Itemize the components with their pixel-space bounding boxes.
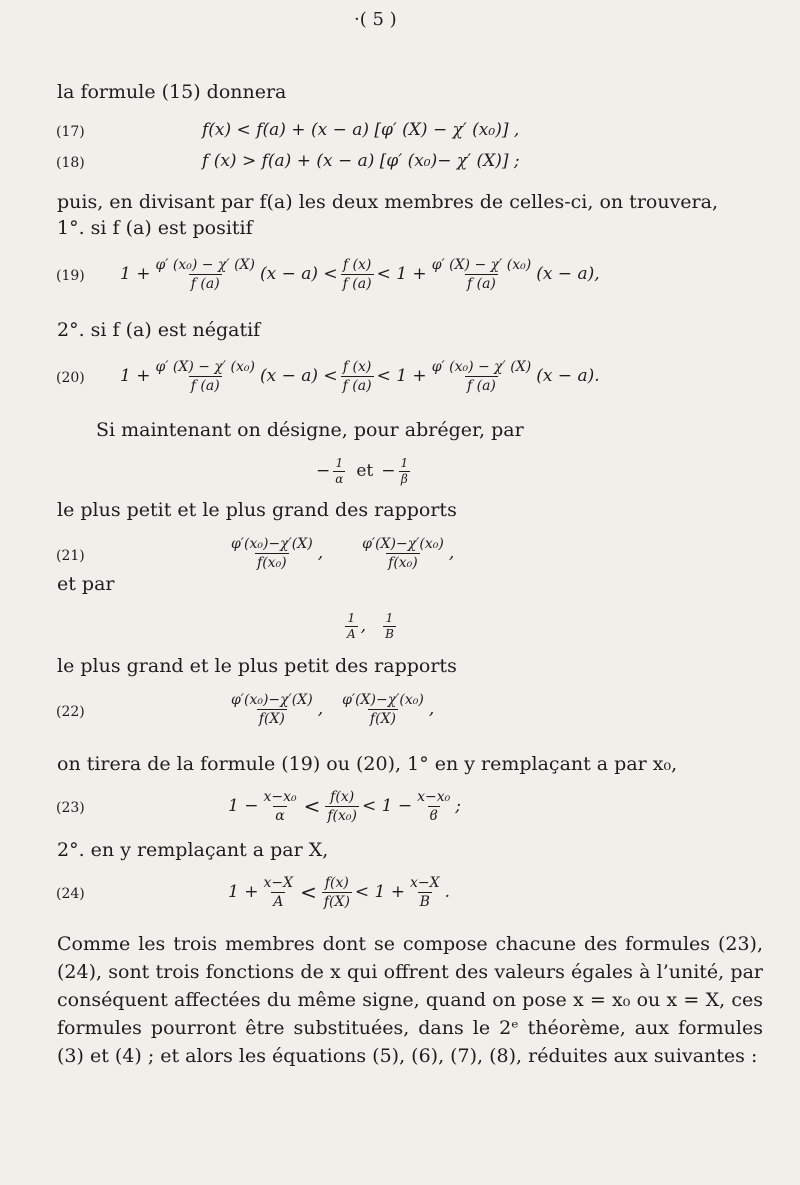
- eq19-fraction-3: $\frac{\text{φ′ (X) − χ′ (x₀)}}{f (a)}$: [431, 256, 532, 292]
- eq19-fraction-1: $\frac{\text{φ′ (x₀) − χ′ (X)}}{f (a)}$: [155, 256, 255, 292]
- less-than: <: [303, 794, 321, 818]
- eq20-mid-2: < 1 +: [376, 366, 427, 386]
- eq24-fraction-2: $\frac{f(x)}{f(X)}$: [323, 874, 350, 910]
- paragraph-conclusion: Comme les trois membres dont se compose chacune des formules (23), (24), sont trois fonctions de x qui offrent des valeurs égales à l’unité, par conséquent affectées du même signe, quand on pose x = x₀ ou x = X, ces formules pourront être substituées, dans le 2ᵉ théorème, aux formules (3) et (4) ; et alors les équations (5), (6), (7), (8), réduites aux suivantes :: [57, 933, 763, 1067]
- minus-sign: −: [381, 461, 396, 481]
- equation-18: f (x) > f(a) + (x − a) [φ′ (x₀)− χ′ (X)] ;: [202, 151, 520, 171]
- paragraph-divide: puis, en divisant par f(a) les deux membres de celles-ci, on trouvera,: [57, 191, 719, 213]
- equation-23: [228, 782, 461, 830]
- fraction-one-over-alpha: $\frac{1}{\alpha}$: [335, 455, 344, 486]
- eq20-mid-1: (x − a) <: [259, 366, 338, 386]
- eq23-fraction-1: $\frac{\text{x−x₀}}{\alpha}$: [263, 788, 297, 824]
- minus-sign: −: [316, 461, 331, 481]
- paragraph-replace: on tirera de la formule (19) ou (20), 1° en y remplaçant a par x₀,: [57, 753, 678, 775]
- abbreviation-alpha-beta: [316, 448, 413, 494]
- fraction-one-over-A: $\frac{1}{A}$: [347, 610, 356, 641]
- page-number: ·( 5 ): [354, 9, 397, 30]
- et-par-line: et par: [57, 573, 115, 595]
- eq20-tail: (x − a).: [536, 366, 600, 386]
- equation-24: [228, 868, 450, 916]
- period: .: [444, 882, 451, 902]
- eq20-fraction-1: $\frac{\text{φ′ (X) − χ′ (x₀)}}{f (a)}$: [155, 358, 255, 394]
- paragraph-largest-smallest: le plus grand et le plus petit des rapports: [57, 655, 457, 677]
- eq23-fraction-3: $\frac{\text{x−x₀}}{ϐ}$: [417, 788, 451, 824]
- eq23-relation-2: < 1 −: [362, 796, 413, 816]
- equation-number-17: (17): [56, 124, 85, 140]
- equation-21: [226, 530, 454, 576]
- eq19-mid-1: (x − a) <: [259, 264, 338, 284]
- equation-number-24: (24): [56, 886, 85, 902]
- fraction-one-over-beta: $\frac{1}{\beta}$: [400, 455, 409, 486]
- eq19-mid-2: < 1 +: [376, 264, 427, 284]
- eq21-fraction-1: $\frac{\text{φ′(x₀)−χ′(X)}}{\text{f(x₀)}}$: [231, 535, 313, 571]
- comma: ,: [428, 699, 435, 719]
- equation-17: f(x) < f(a) + (x − a) [φ′ (X) − χ′ (x₀)] ,: [202, 120, 520, 140]
- equation-20: [120, 350, 600, 402]
- eq19-one: 1 +: [120, 264, 151, 284]
- comma: ,: [317, 543, 324, 563]
- et-word: et: [356, 461, 374, 481]
- eq20-fraction-2: $\frac{f (x)}{f (a)}$: [342, 358, 372, 394]
- fraction-one-over-B: $\frac{1}{B}$: [385, 610, 394, 641]
- eq20-fraction-3: $\frac{\text{φ′ (x₀) − χ′ (X)}}{f (a)}$: [431, 358, 532, 394]
- equation-number-21: (21): [56, 548, 85, 564]
- case-positive: 1°. si f (a) est positif: [57, 217, 253, 239]
- equation-number-23: (23): [56, 800, 85, 816]
- equation-number-18: (18): [56, 155, 85, 171]
- equation-number-20: (20): [56, 370, 85, 386]
- semicolon: ;: [455, 796, 461, 816]
- eq21-fraction-2: $\frac{\text{φ′(X)−χ′(x₀)}}{\text{f(x₀)}}$: [362, 535, 444, 571]
- equation-number-22: (22): [56, 704, 85, 720]
- abbreviation-A-B: [342, 606, 399, 646]
- paragraph-smallest-largest: le plus petit et le plus grand des rapports: [57, 499, 457, 521]
- equation-22: [226, 686, 434, 732]
- eq19-fraction-2: $\frac{f (x)}{f (a)}$: [342, 256, 372, 292]
- less-than: <: [300, 880, 317, 904]
- eq23-one: 1 −: [228, 796, 259, 816]
- comma: ,: [360, 616, 367, 636]
- paragraph-abbreviate: Si maintenant on désigne, pour abréger, par: [96, 419, 524, 441]
- eq23-fraction-2: $\frac{f(x)}{\text{f(x₀)}}$: [327, 788, 357, 824]
- eq19-tail: (x − a),: [536, 264, 600, 284]
- equation-number-19: (19): [56, 268, 85, 284]
- case-replace-X: 2°. en y remplaçant a par X,: [57, 839, 329, 861]
- equation-19: [120, 248, 600, 300]
- comma: ,: [448, 543, 455, 563]
- eq24-relation-2: < 1 +: [354, 882, 406, 902]
- eq24-one: 1 +: [228, 882, 259, 902]
- eq20-one: 1 +: [120, 366, 151, 386]
- comma: ,: [317, 699, 324, 719]
- case-negative: 2°. si f (a) est négatif: [57, 319, 261, 341]
- eq22-fraction-1: $\frac{\text{φ′(x₀)−χ′(X)}}{f(X)}$: [231, 691, 313, 727]
- eq22-fraction-2: $\frac{\text{φ′(X)−χ′(x₀)}}{f(X)}$: [342, 691, 424, 727]
- intro-line: la formule (15) donnera: [57, 81, 287, 103]
- eq24-fraction-3: $\frac{x-X}{B}$: [410, 874, 440, 910]
- eq24-fraction-1: $\frac{x-X}{A}$: [263, 874, 294, 910]
